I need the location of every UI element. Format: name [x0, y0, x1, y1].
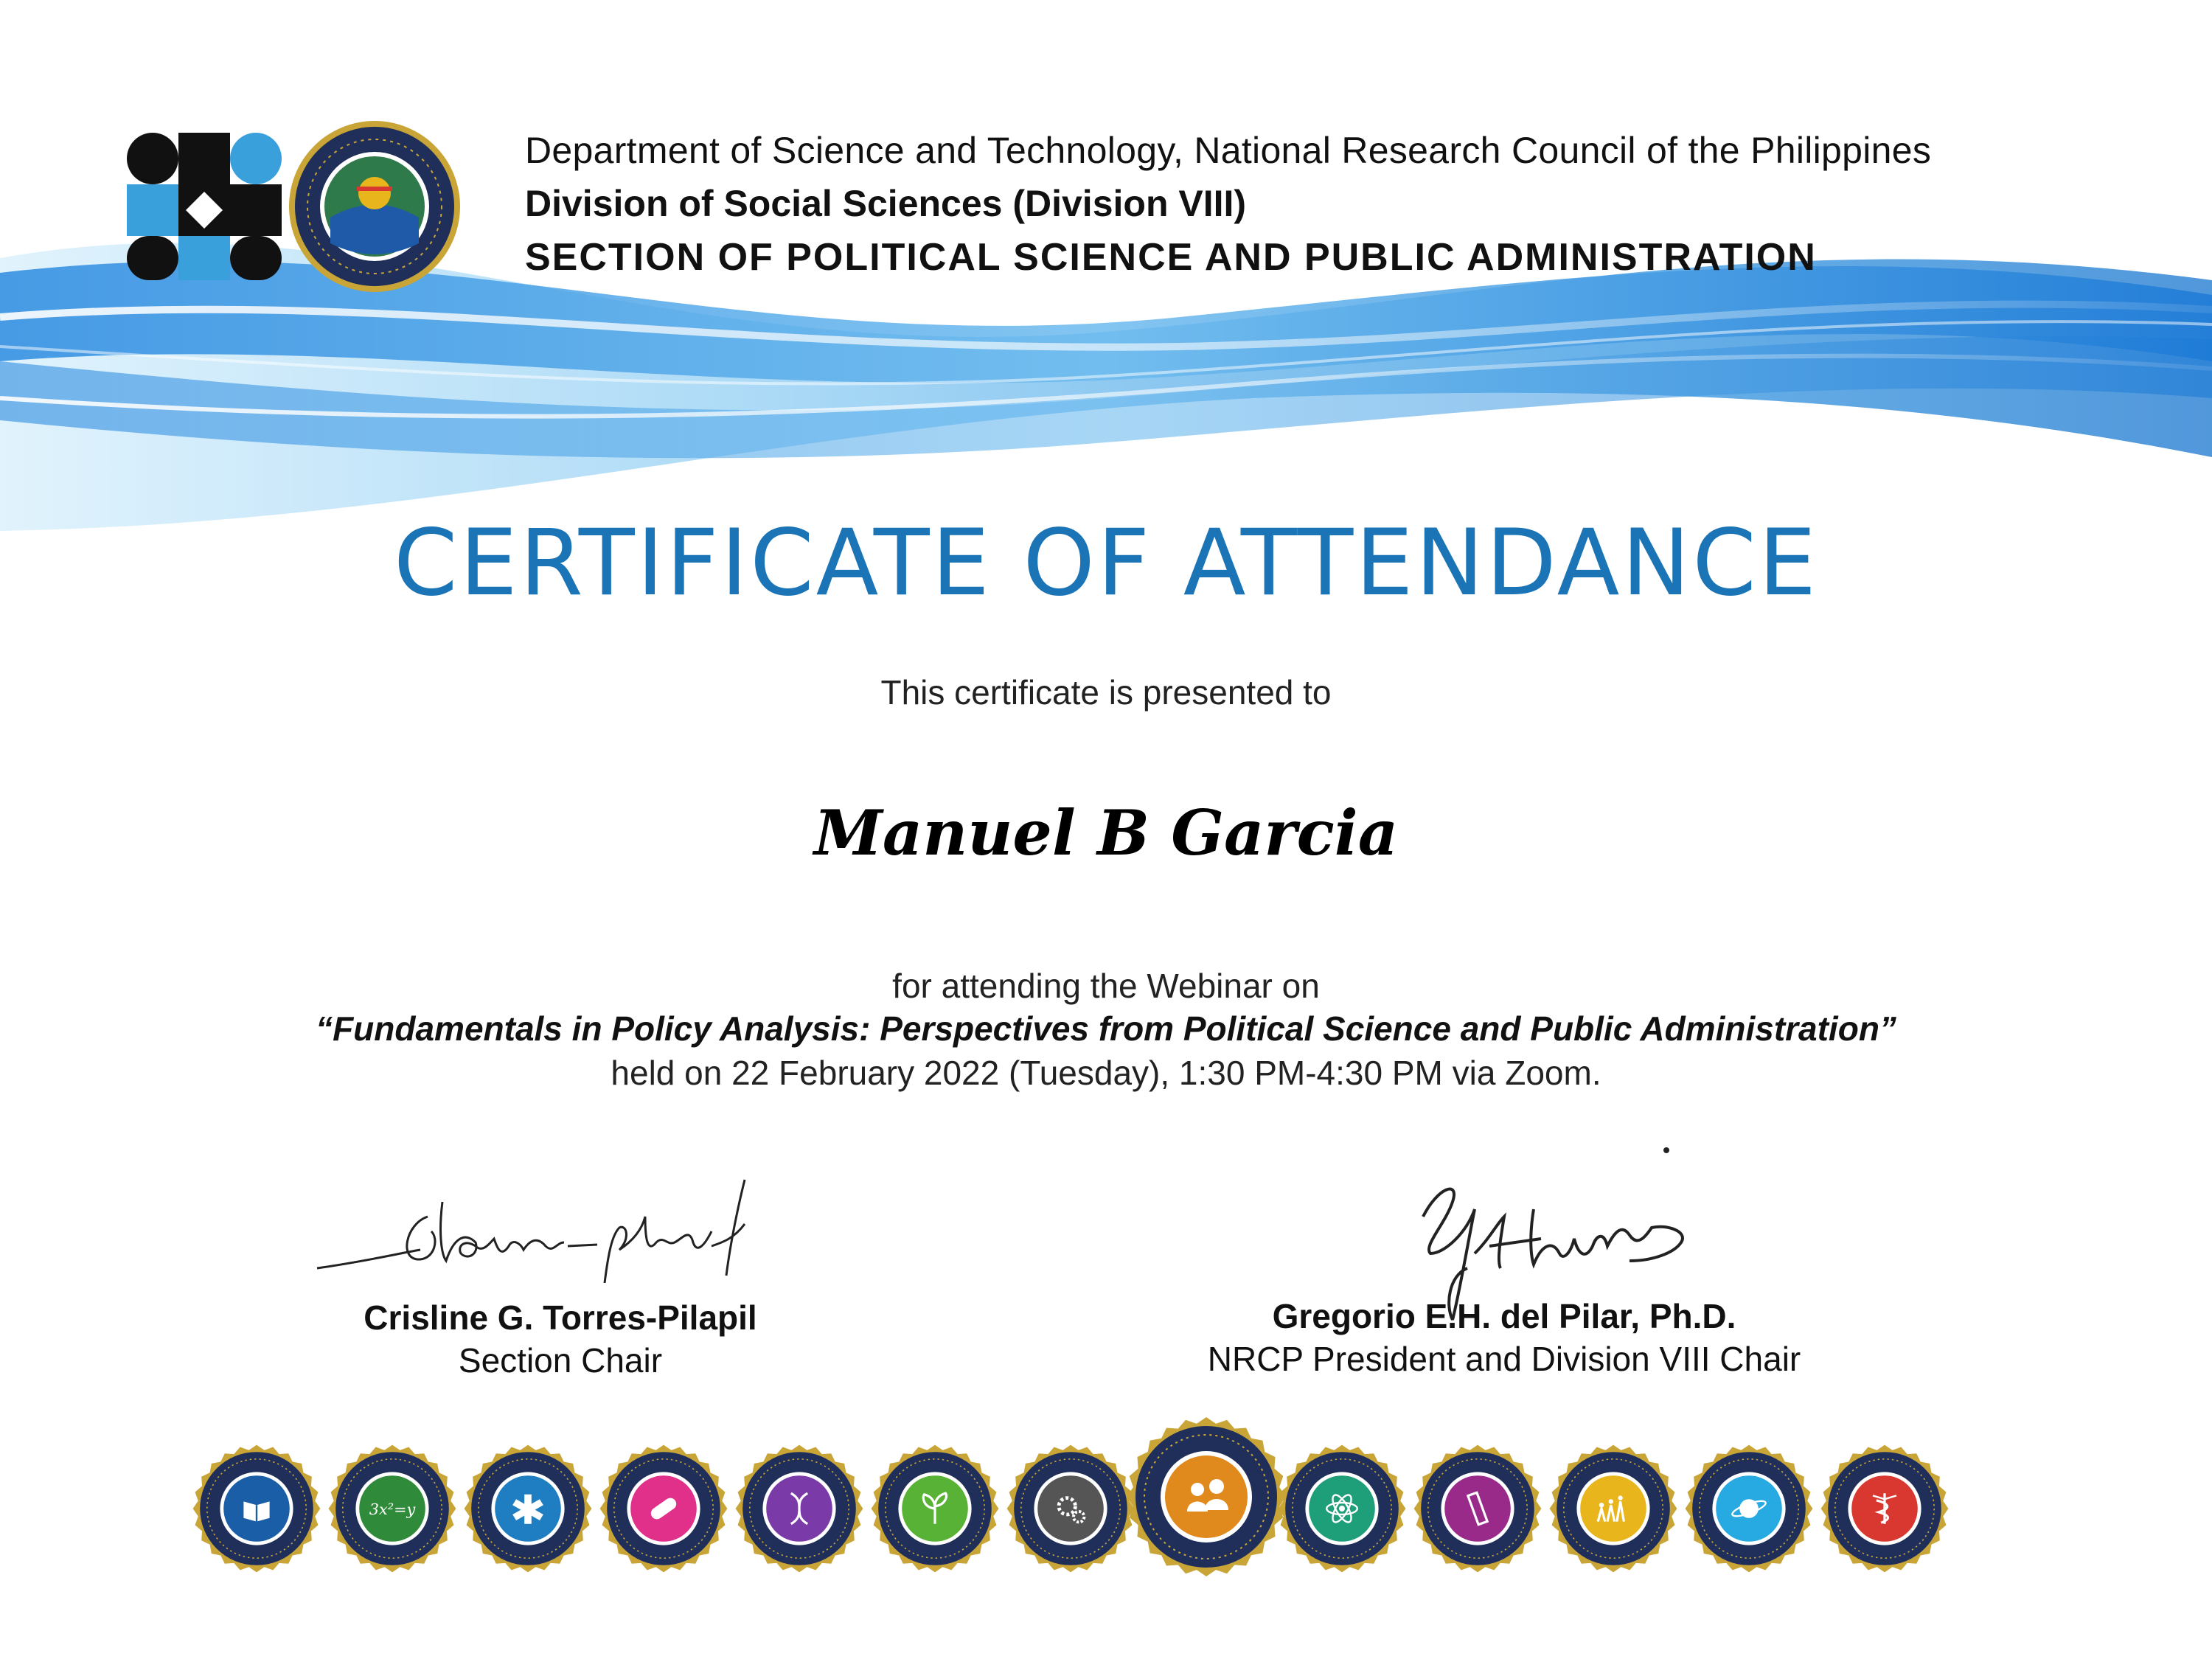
atom-seal-icon [1277, 1444, 1407, 1573]
signatory-role: Section Chair [458, 1341, 663, 1380]
formula-seal-icon [327, 1444, 457, 1573]
signatory-president [1150, 1295, 1858, 1380]
book-seal-icon [192, 1444, 321, 1573]
signatory-name: Crisline G. Torres-Pilapil [364, 1298, 757, 1337]
signatory-role: NRCP President and Division VIII Chair [1207, 1340, 1801, 1378]
caduceus-seal-icon [1820, 1444, 1950, 1573]
ruler-seal-icon [1413, 1444, 1543, 1573]
division-seals-row [192, 1416, 1998, 1593]
event-details: held on 22 February 2022 (Tuesday), 1:30 PM-4:30 PM via Zoom. [611, 1054, 1601, 1092]
seal-formula-text: 3x²=y [369, 1500, 416, 1518]
webinar-title: “Fundamentals in Policy Analysis: Perspectives from Political Science and Public Administration” [316, 1009, 1896, 1048]
section-chair-signature [310, 1172, 782, 1283]
issuer-division: Division of Social Sciences (Division VIII) [525, 183, 1247, 224]
medical-star-seal-icon [463, 1444, 593, 1573]
issuer-section: SECTION OF POLITICAL SCIENCE AND PUBLIC ADMINISTRATION [525, 236, 1817, 279]
gears-seal-icon [1006, 1444, 1135, 1573]
signatory-section-chair [317, 1296, 804, 1382]
certificate-title: CERTIFICATE OF ATTENDANCE [393, 510, 1819, 616]
pill-seal-icon [599, 1444, 728, 1573]
signatory-name: Gregorio E.H. del Pilar, Ph.D. [1272, 1297, 1736, 1335]
people-seal-icon [1125, 1416, 1287, 1578]
attending-text: for attending the Webinar on [892, 967, 1320, 1005]
issuer-department: Department of Science and Technology, National Research Council of the Philippines [525, 130, 1932, 171]
nrcp-seal-logo-icon [286, 118, 463, 295]
issuer-header [525, 124, 1931, 285]
dost-logo-icon [125, 131, 284, 282]
dna-seal-icon [734, 1444, 864, 1573]
planet-seal-icon [1684, 1444, 1814, 1573]
evolution-seal-icon [1548, 1444, 1678, 1573]
presented-to-text: This certificate is presented to [880, 673, 1332, 712]
recipient-name: Manuel B Garcia [813, 796, 1399, 869]
sprout-seal-icon [870, 1444, 1000, 1573]
